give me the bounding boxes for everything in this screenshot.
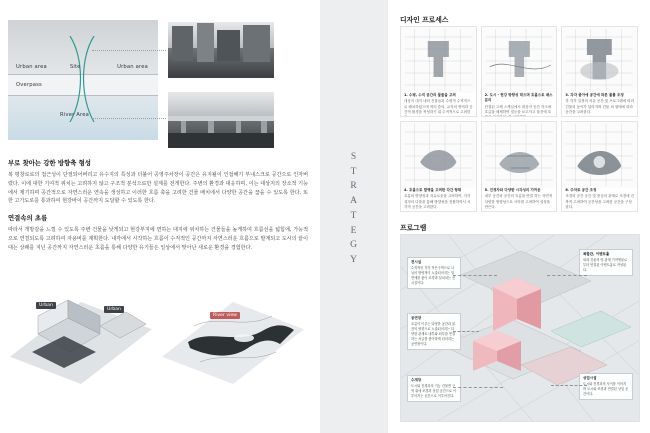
strategy-letter-1: T [350, 166, 358, 177]
callout-leader-3 [453, 387, 503, 388]
label-urban-right: Urban area [117, 64, 148, 70]
strategy-letter-2: R [350, 181, 358, 192]
process-caption-title-3: 3. 각각 좋아에 공간에 따른 볼륨 조정 [565, 93, 624, 97]
site-photo-cityscape [168, 22, 274, 78]
label-river-area: River Area [60, 112, 90, 118]
strategy-vertical-title [320, 150, 388, 268]
process-sketch-3 [562, 27, 637, 93]
label-site: Site [70, 64, 81, 70]
callout-leader-5 [551, 385, 587, 386]
design-process-title: 디자인 프로세스 [400, 16, 449, 24]
process-caption-body-4: 흐름의 방향성과 자유로움을 고려하여, 각각 설정의 다를을 통해 방향성을 전환하여서 시각적 공간을 고려한다. [404, 194, 471, 209]
section-2-body: 따라서 개방감을 느낄 수 있도록 주변 건물을 낮게되고 현강부지에 면하는 대지에 위치하는 건물들을 높게하여 흐름선을 넓힘에, 가능적으로 연결되도록 고려하여 자용버를 계획한다. 내각에서 시작하는 흐름이 수직적인 공간까지 자연스러운 흐름으로 발계되고 도시의 끝이대는 상쾌를 지닌 공간까지 자연스러운 초름을 통해 다양한 유기들은 일상에서 맞아난 새로운 환경을 경험한다. [8, 226, 308, 251]
process-caption-body-3: 각 각각 설정의 자유 공간 및 프로그램에 따라 건물의 높이가 달라지며 건물 외 형태에 따라 공간을 고려한다. [565, 99, 634, 114]
process-caption-title-6: 6. 주차로 공간 조정 [565, 188, 597, 192]
strategy-letter-5: E [350, 225, 358, 236]
program-callout-1 [407, 257, 461, 289]
program-callout-2-body: 흐름이 이루는 다양한 공간과 물건의 영향으로 노출되어지는 다양한 관계로 내부와 외부를 연결하는 서클를 좋아하게 되어지는 공연장이다. [411, 322, 456, 347]
process-caption-title-5: 5. 진경자와 다양한 시각성의 가까운 [484, 188, 541, 192]
program-axonometric-map [400, 234, 640, 422]
site-lens-shape [66, 36, 98, 122]
strategy-letter-7: Y [350, 255, 358, 266]
iso-tag-river-view: River view [210, 312, 240, 319]
isometric-diagram-urban [8, 268, 154, 393]
label-overpass: Overpass [16, 82, 42, 88]
iso-massing-right [160, 268, 306, 393]
program-callout-3-title: 수계장 [411, 378, 422, 382]
process-caption-1 [404, 93, 473, 117]
program-callout-3 [407, 375, 461, 402]
site-photo-overpass [168, 92, 274, 148]
program-callout-4-title: 복합관, 이벤트홀 [583, 252, 610, 256]
process-sketch-5 [482, 122, 557, 188]
right-panel [388, 0, 650, 433]
urban-site-diagram [8, 20, 158, 140]
text-section-2 [8, 215, 308, 252]
program-callout-4-body: 외곽 건물의 양 관계 기여생물로부터 연결된 이벤트홀로 작성된다. [583, 258, 628, 273]
leader-line-top [92, 50, 166, 51]
iso-tag-urban-2: Urban [104, 306, 124, 313]
program-callout-5 [579, 373, 633, 400]
strategy-letter-0: S [350, 152, 358, 162]
program-callout-1-title: 전시실 [411, 260, 422, 264]
program-callout-4 [579, 249, 633, 276]
strategy-letter-3: A [350, 196, 358, 207]
process-caption-body-5: 내부 공간과 공간의 흐름을 연결 하는 자연적 다양한 방향성으로 시야를 고려하여 설정을 만든다. [484, 194, 553, 209]
strategy-letter-4: T [350, 210, 358, 221]
process-caption-title-4: 4. 흐름으로 발행을 고려한 각간 형태 [404, 188, 462, 192]
isometric-diagram-river [160, 268, 306, 393]
process-step-3 [561, 26, 638, 117]
program-title: 프로그램 [400, 224, 427, 232]
process-caption-5 [485, 188, 554, 210]
process-caption-6 [565, 188, 634, 210]
process-step-2 [481, 26, 558, 117]
process-caption-4 [404, 188, 473, 210]
program-callout-3-body: 도시와 진경과의 기능 건물면 구역 위에 조경과 상업 공간으로 이루어지는 공간으로 이루어진다. [411, 384, 457, 399]
process-step-5 [481, 121, 558, 212]
process-caption-body-6: 조경의 공간 공간 및 중심의 관계로 조경에 건축적 고려하여 공간성을 고려한 공간을 구성한다. [565, 194, 634, 209]
process-caption-body-1: 대상지 대지 내의 건물들과 수평적 수직적으로 배치하였으며 여러 층의, 교각의 영역과 공간적 환경을 작성하기 위 수직적으로 고려한다. [404, 99, 473, 117]
callout-leader-4 [547, 275, 587, 276]
program-callout-1-body: 수직적인 각각 작은구역으로 나뉘어 방영적이 노출되어지는 입면에를 좋아 조경과 설치되는 전시실이다. [411, 266, 456, 286]
process-step-1 [400, 26, 477, 117]
process-sketch-6 [562, 122, 637, 188]
design-process-grid [400, 26, 638, 212]
text-section-1 [8, 160, 308, 206]
label-urban-left: Urban area [16, 64, 47, 70]
left-panel [0, 0, 320, 433]
process-sketch-4 [401, 122, 476, 188]
process-sketch-2 [482, 27, 557, 93]
process-caption-title-2: 2. 도시 - 현강 방향성 막으며 흐름으로 매스 분리 [484, 93, 553, 103]
process-caption-title-1: 1. 수평, 수직 공간의 물꼴을 고려 [404, 93, 456, 97]
process-caption-body-2: 단절된 고체 스케일에서 대상지 공간 자크에 흐름을 매체하여 열등을 보고자고 물건에 흐름을 고려한다. 볼 고려한다. [484, 104, 552, 117]
program-callout-5-body: 도시와 진경과의 사이를 이어지며 도시와 조경과 연결된 상업 공간이다. [583, 382, 629, 397]
strategy-letter-6: G [350, 240, 358, 251]
section-1-heading: 부로 찾아는 강한 방향축 형성 [8, 159, 91, 167]
process-caption-2 [485, 93, 554, 117]
leader-line-bottom [92, 118, 166, 119]
callout-leader-2 [453, 331, 479, 332]
process-step-6 [561, 121, 638, 212]
process-caption-3 [565, 93, 634, 115]
section-1-body: 복 평창로로의 접근성이 단절되어버리고 유수지의 특성과 더불어 공영주차장이 공간은 유지될이 인접해기 부내스크로 공간으로 인자버렸다. 이에 대한 기여적 위치는 고려하지 않고 구조적 분석으로만 설계를 전개한다. 주변의 환경과 대응하며, 이는 대상지의 장소적 기능에서 제기하며 공간적으로 자연스러운 연속을 생성하고 이러한 흐름 축을 고려한 건물 배치에서 다양한 공간을 끊을 수 있도록 한다. 또한 고가도로를 통과하여 현강바이 공간까지 도달할 수 있도록 한다. [8, 171, 308, 205]
program-callout-5-title: 상업시설 [583, 376, 597, 380]
iso-massing-left [8, 268, 154, 393]
process-sketch-1 [401, 27, 476, 93]
process-step-4 [400, 121, 477, 212]
callout-leader-1 [453, 275, 497, 276]
section-2-heading: 연결속의 초름 [8, 214, 48, 222]
iso-tag-urban-1: Urban [36, 302, 56, 309]
program-callout-2-title: 공연장 [411, 316, 422, 320]
isometric-diagrams [8, 268, 308, 393]
